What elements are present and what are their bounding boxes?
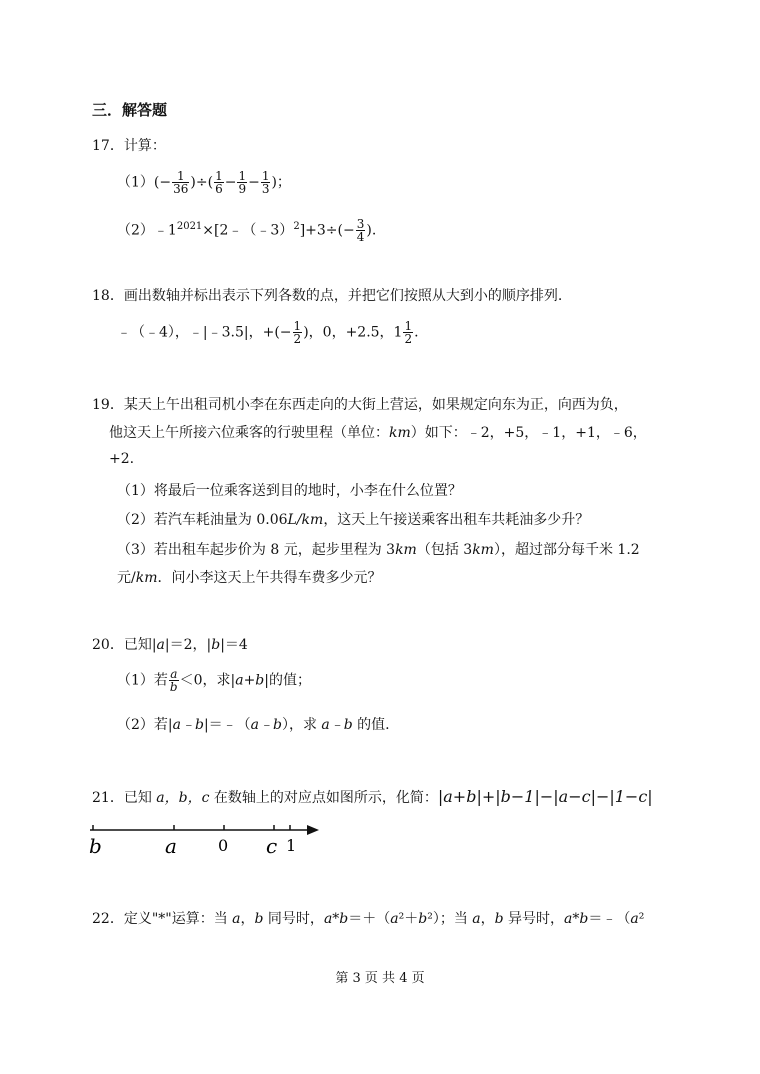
- q19-subquestion-1: （1）将最后一位乘客送到目的地时，小李在什么位置？: [117, 483, 462, 499]
- q18-end: .: [414, 324, 419, 341]
- q19-text: 他这天上午所接六位乘客的行驶里程（单位：: [109, 425, 389, 441]
- q17-exponent: 2021: [176, 220, 203, 232]
- q17-part1: [117, 170, 291, 195]
- q22-text: ＝﹣（: [588, 911, 631, 927]
- q20-text: |＝﹣（: [203, 717, 251, 733]
- q19-subquestion-3-cont: [117, 567, 381, 587]
- q22-text: ＝＋（: [348, 911, 391, 927]
- q20-expr: a+b: [235, 672, 265, 689]
- q18-mixed-fraction: $\frac{1}{2}$: [404, 319, 413, 346]
- q18-number-list: [117, 320, 419, 345]
- q21-heading: [92, 787, 653, 807]
- q22-expr: a*b: [564, 911, 589, 927]
- q20-var: b: [211, 637, 221, 653]
- q19-unit: km: [389, 425, 411, 441]
- q17-part2-text: ﹣1: [153, 222, 177, 239]
- q22-var: a: [472, 911, 481, 927]
- q18-list-text: ，0，+2.5，1: [308, 324, 403, 341]
- label-b: b: [89, 834, 102, 858]
- q19-text: ，这天上午接送乘客出租车共耗油多少升？: [323, 512, 590, 528]
- label-c: c: [266, 834, 278, 858]
- q19-text: 元/: [117, 570, 136, 586]
- q21-expression: |a+b|+|b−1|−|a−c|−|1−c|: [437, 787, 653, 806]
- q18-heading: 18．画出数轴并标出表示下列各数的点，并把它们按照从大到小的顺序排列.: [92, 288, 563, 304]
- q17-fraction-4: $\frac{1}{3}$: [261, 169, 270, 196]
- q19-text: （包括 3: [416, 542, 473, 558]
- q17-part1-mid: )÷(: [190, 174, 214, 191]
- q22-text: ，: [240, 911, 255, 927]
- q22-var: a: [630, 911, 639, 927]
- q22-expr: a*b: [323, 911, 349, 927]
- label-0: 0: [218, 836, 229, 855]
- q20-text: 20．已知|: [92, 637, 157, 653]
- q17-minus: −: [248, 174, 260, 191]
- q17-part1-open: (−: [153, 174, 172, 191]
- q20-heading: [92, 634, 248, 654]
- q17-part2-text: ]+3÷: [299, 222, 338, 239]
- q22-text: ，: [480, 911, 495, 927]
- q21-vars: a，b，c: [156, 790, 210, 806]
- q22-var: a: [390, 911, 399, 927]
- q19-text: ），超过部分每千米 1.2: [493, 542, 640, 558]
- q22-text: ²: [638, 911, 645, 927]
- q20-text: |＝4: [220, 637, 248, 653]
- q20-text: 的值.: [352, 717, 390, 733]
- q17-part2-fraction: $\frac{3}{4}$: [356, 217, 365, 244]
- q21-text: 在数轴上的对应点如图所示，化简：: [209, 790, 438, 806]
- q19-unit: L/km: [287, 512, 324, 528]
- q20-text: ），求: [281, 717, 322, 733]
- q22-var: b: [418, 911, 428, 927]
- q22-text: 异号时，: [503, 911, 565, 927]
- q22-var: a: [232, 911, 241, 927]
- number-line-arrow: [307, 825, 319, 835]
- label-1: 1: [286, 836, 297, 855]
- q19-unit: km: [472, 542, 494, 558]
- q18-fraction: $\frac{1}{2}$: [293, 319, 302, 346]
- q19-line-2: [109, 422, 647, 442]
- q22-heading: [92, 908, 644, 928]
- q18-open: (−: [274, 324, 292, 341]
- q17-part2-open: (−: [337, 222, 355, 239]
- q20-var: a: [156, 637, 165, 653]
- q18-list-text: ﹣（﹣4），﹣|﹣3.5|，+: [117, 324, 275, 341]
- q20-expr: a﹣b: [321, 717, 353, 733]
- number-line-figure: [85, 815, 325, 860]
- q17-part1-close: )；: [271, 174, 291, 191]
- q19-unit: km: [135, 570, 158, 586]
- q17-exponent: 2: [293, 220, 300, 232]
- q17-fraction-3: $\frac{1}{9}$: [238, 169, 247, 196]
- q20-text: （2）若|: [117, 717, 173, 733]
- q17-part1-label: （1）: [117, 174, 154, 191]
- q19-line-1: 19．某天上午出租司机小李在东西走向的大街上营运，如果规定向东为正，向西为负，: [92, 397, 628, 413]
- q17-fraction-2: $\frac{1}{6}$: [215, 169, 223, 196]
- q20-expr: a﹣b: [172, 717, 204, 733]
- q19-text: ）如下：﹣2，+5，﹣1，+1，﹣6，: [410, 425, 647, 441]
- section-title: 三．解答题: [92, 101, 168, 119]
- q22-text: ²＋: [398, 911, 419, 927]
- q19-subquestion-2: [117, 509, 589, 529]
- q17-heading: 17．计算：: [92, 138, 166, 154]
- q20-expr: a﹣b: [250, 717, 282, 733]
- q19-unit: km: [395, 542, 417, 558]
- q19-subquestion-3: [117, 539, 640, 559]
- q20-subquestion-2: [117, 714, 390, 734]
- q19-text: ．问小李这天上午共得车费多少元？: [157, 570, 382, 586]
- q17-minus: −: [224, 174, 237, 191]
- q19-text: （3）若出租车起步价为 8 元，起步里程为 3: [117, 542, 396, 558]
- q22-text: ²）；当: [427, 911, 473, 927]
- q18-close: ): [303, 324, 309, 341]
- q20-subquestion-1: [117, 668, 311, 693]
- q17-part2-label: （2）: [117, 222, 154, 239]
- q17-part2-text: ×[2﹣（﹣3）: [202, 222, 294, 239]
- q21-text: 21．已知: [92, 790, 157, 806]
- page-footer: 第 3 页 共 4 页: [335, 971, 425, 986]
- q22-text: 22．定义"*"运算：当: [92, 911, 233, 927]
- q17-part2-close: ).: [366, 222, 377, 239]
- q20-fraction: $\frac{a}{b}$: [169, 667, 178, 694]
- q22-text: 同号时，: [263, 911, 324, 927]
- q20-text: （1）若: [117, 672, 168, 689]
- q19-line-3: +2.: [109, 451, 135, 467]
- q19-text: （2）若汽车耗油量为 0.06: [117, 512, 288, 528]
- q22-var: b: [494, 911, 504, 927]
- q20-text: ＜0，求|: [179, 672, 236, 689]
- q17-fraction-1: $\frac{1}{36}$: [173, 169, 189, 196]
- q20-text: |＝2，|: [164, 637, 212, 653]
- label-a: a: [165, 834, 177, 858]
- q22-var: b: [254, 911, 264, 927]
- q17-part2: [117, 218, 376, 243]
- q20-text: |的值；: [264, 672, 311, 689]
